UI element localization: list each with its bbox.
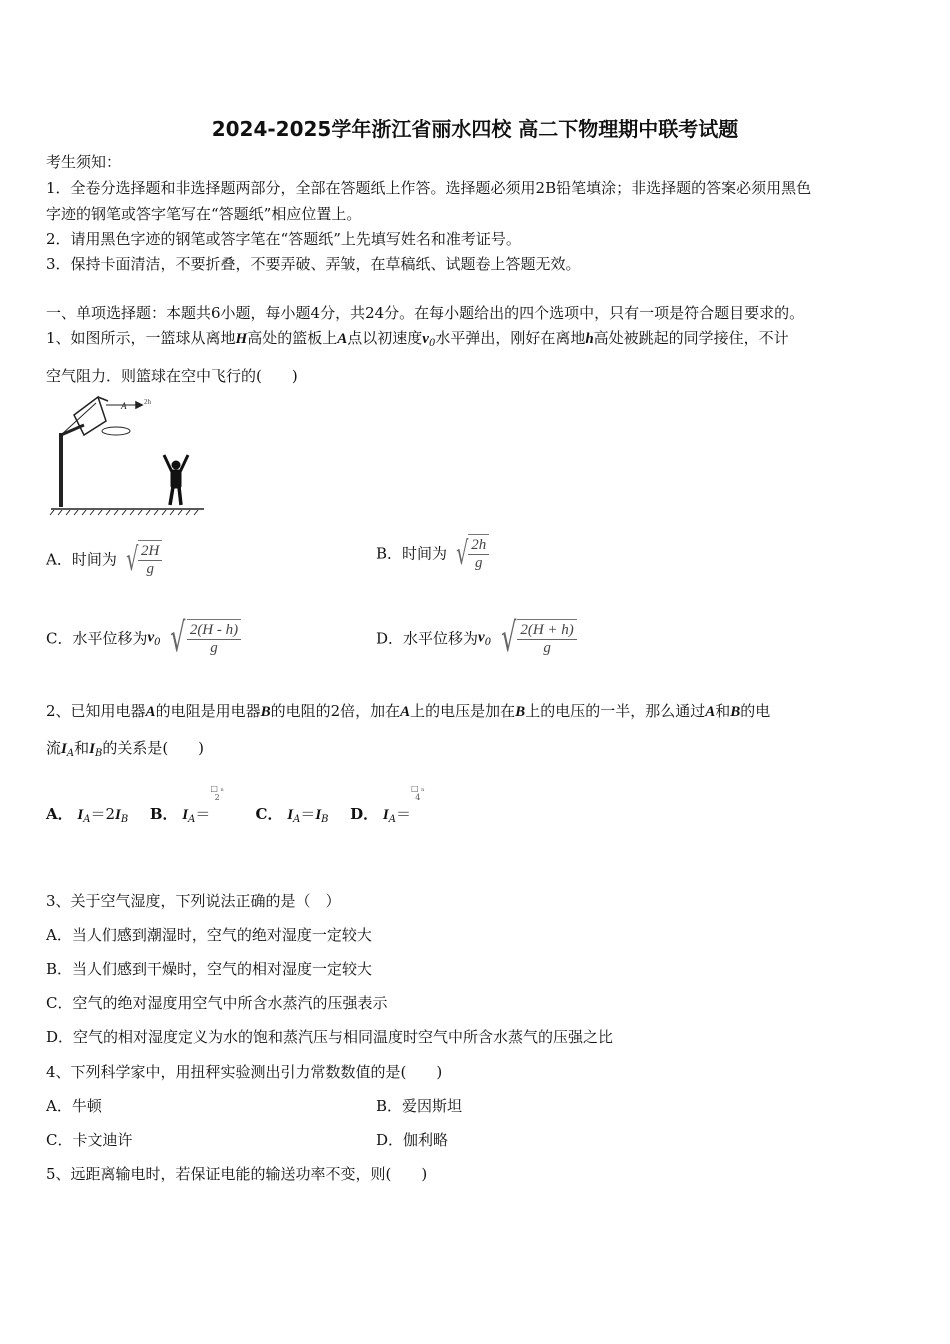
- q3-option-a[interactable]: A．当人们感到潮湿时，空气的绝对湿度一定较大: [46, 926, 372, 944]
- q3-stem: 3、关于空气湿度，下列说法正确的是（ ）: [46, 892, 341, 910]
- notice-line-2: 2．请用黑色字迹的钢笔或答字笔在“答题纸”上先填写姓名和准考证号。: [46, 230, 521, 248]
- q2-stem-line2: 流$I_A$和$I_B$的关系是( ): [46, 739, 205, 759]
- q2-option-d[interactable]: D． $I_A=□$ ₙ 4: [350, 784, 425, 825]
- notice-line-1a: 1．全卷分选择题和非选择题两部分，全部在答题纸上作答。选择题必须用2B铅笔填涂；非选择题的答案必须用黑色: [46, 179, 812, 197]
- q4-stem: 4、下列科学家中，用扭秤实验测出引力常数数值的是( ): [46, 1063, 443, 1081]
- q4-option-c[interactable]: C．卡文迪许: [46, 1131, 133, 1149]
- q1-stem-line2: 空气阻力．则篮球在空中飞行的( ): [46, 367, 298, 385]
- q3-option-d[interactable]: D．空气的相对湿度定义为水的饱和蒸汽压与相同温度时空气中所含水蒸气的压强之比: [46, 1028, 614, 1046]
- q3-option-c[interactable]: C．空气的绝对湿度用空气中所含水蒸汽的压强表示: [46, 994, 388, 1012]
- q2-option-b[interactable]: B． $I_A=□$ ₙ 2: [149, 784, 224, 825]
- section-heading: 一、单项选择题：本题共6小题，每小题4分，共24分。在每小题给出的四个选项中，只有一项是符合题目要求的。: [46, 304, 805, 322]
- q4-option-a[interactable]: A．牛顿: [46, 1097, 102, 1115]
- q2-option-a[interactable]: A． $I_A=2I_B$: [46, 805, 129, 825]
- q1-option-c[interactable]: C．水平位移为$v_0$ √ $\frac{2(H - h)}{g}$: [46, 618, 241, 658]
- q2-options-row: [46, 784, 425, 830]
- page-title: 2024-2025学年浙江省丽水四校 高二下物理期中联考试题: [211, 117, 739, 141]
- q1-option-a[interactable]: A．时间为 √ $\frac{2H}{g}$: [46, 540, 162, 578]
- figure-label-a: A: [121, 401, 127, 411]
- notice-heading: 考生须知：: [46, 153, 122, 171]
- q1-option-b[interactable]: B．时间为 √ $\frac{2h}{g}$: [376, 534, 489, 572]
- q4-option-b[interactable]: B．爱因斯坦: [376, 1097, 463, 1115]
- q2-stem-line1: 2、已知用电器A的电阻是用电器B的电阻的2倍，加在A上的电压是加在B上的电压的一半，那么通过A和B的电: [46, 702, 771, 720]
- notice-line-1b: 字迹的钢笔或答字笔写在“答题纸”相应位置上。: [46, 205, 362, 223]
- q2-option-c[interactable]: C． $I_A=I_B$: [255, 805, 329, 825]
- q3-option-b[interactable]: B．当人们感到干燥时，空气的相对湿度一定较大: [46, 960, 373, 978]
- q1-stem-line1: 1、如图所示，一篮球从离地H高处的篮板上A点以初速度$v_0$水平弹出，刚好在离地h高处被跳起的同学接住，不计: [46, 329, 789, 349]
- q1-option-d[interactable]: D．水平位移为$v_0$ √ $\frac{2(H + h)}{g}$: [376, 618, 577, 658]
- q4-option-d[interactable]: D．伽利略: [376, 1131, 449, 1149]
- basketball-figure: [46, 393, 208, 517]
- q5-stem: 5、远距离输电时，若保证电能的输送功率不变，则( ): [46, 1165, 428, 1183]
- figure-label-2h: 2h: [144, 398, 151, 406]
- notice-line-3: 3．保持卡面清洁，不要折叠，不要弄破、弄皱，在草稿纸、试题卷上答题无效。: [46, 255, 581, 273]
